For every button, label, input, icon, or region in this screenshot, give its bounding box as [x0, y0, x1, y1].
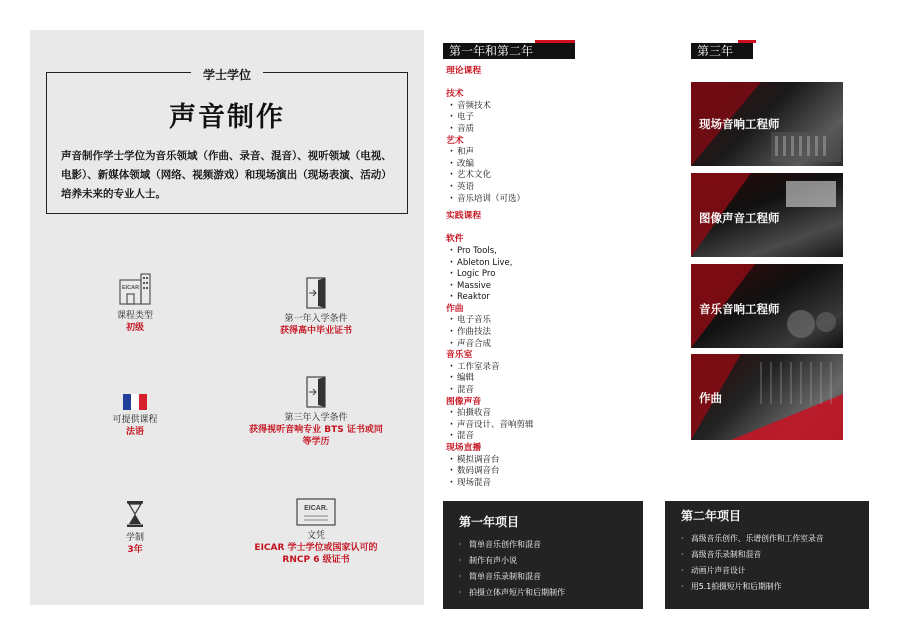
- svg-text:EICAR.: EICAR.: [304, 505, 328, 512]
- degree-overview-panel: [30, 30, 424, 605]
- list-item: · 模拟调音台: [446, 455, 666, 467]
- list-item: · Ableton Live,: [446, 258, 666, 270]
- list-item: · 简单音乐创作和混音: [459, 537, 565, 553]
- certificate-icon: [296, 498, 336, 526]
- list-item: · 英语: [446, 182, 666, 194]
- career-card-title: 图像声音工程师: [699, 211, 780, 225]
- info-value: 3年: [127, 545, 143, 555]
- info-year1-admission: [256, 277, 376, 337]
- list-item: · 数码调音台: [446, 466, 666, 478]
- list-item: · 工作室录音: [446, 362, 666, 374]
- category-title: 音乐室: [446, 350, 473, 361]
- info-language: [85, 394, 185, 438]
- door-icon: [304, 376, 328, 408]
- list-item: · 混音: [446, 385, 666, 397]
- list-item: · 编辑: [446, 373, 666, 385]
- career-card-title: 音乐音响工程师: [699, 302, 780, 316]
- degree-box: [46, 68, 408, 214]
- list-item: · 制作有声小说: [459, 553, 565, 569]
- list-item: · 拍摄收音: [446, 408, 666, 420]
- career-card-live-sound: [691, 82, 843, 166]
- career-card-title: 现场音响工程师: [699, 117, 780, 131]
- career-card-composition: [691, 354, 843, 440]
- curriculum-list: [446, 66, 666, 489]
- years12-header: 第一年和第二年: [443, 43, 575, 59]
- category-title: 作曲: [446, 303, 464, 314]
- list-item: · 作曲技法: [446, 327, 666, 339]
- list-item: · 简单音乐录制和混音: [459, 569, 565, 585]
- project-list: [459, 537, 565, 601]
- list-item: · 动画片声音设计: [681, 563, 824, 579]
- list-item: · 混音: [446, 431, 666, 443]
- career-card-image-sound: [691, 173, 843, 257]
- info-label: 课程类型: [116, 311, 153, 321]
- list-item: · 音频技术: [446, 101, 666, 113]
- info-value: 初级: [125, 323, 144, 333]
- category-title: 艺术: [446, 135, 464, 146]
- project-list: [681, 531, 824, 595]
- list-item: · 音乐培训（可选）: [446, 194, 666, 206]
- list-item: · 电子: [446, 112, 666, 124]
- list-item: · Logic Pro: [446, 269, 666, 281]
- list-item: · 高级音乐录制和混音: [681, 547, 824, 563]
- list-item: · 改编: [446, 159, 666, 171]
- building-icon: [118, 272, 152, 306]
- list-item: · 声音合成: [446, 339, 666, 351]
- info-diploma: [246, 498, 386, 566]
- project-title: 第二年项目: [681, 509, 742, 523]
- year1-projects-box: [443, 501, 643, 609]
- list-item: · 高级音乐创作、乐谱创作和工作室录音: [681, 531, 824, 547]
- degree-title: 声音制作: [169, 102, 285, 133]
- career-card-music-sound: [691, 264, 843, 348]
- info-label: 文凭: [306, 531, 325, 541]
- year3-header: 第三年: [691, 43, 753, 59]
- section-title: 理论课程: [446, 66, 482, 76]
- degree-label: 学士学位: [191, 68, 263, 82]
- list-item: · 用5.1拍摄短片和后期制作: [681, 579, 824, 595]
- svg-text:EICAR: EICAR: [121, 285, 140, 291]
- list-item: · 艺术文化: [446, 170, 666, 182]
- list-item: · Reaktor: [446, 292, 666, 304]
- info-value: 获得高中毕业证书: [279, 326, 352, 336]
- french-flag-icon: [123, 394, 147, 410]
- info-course-type: [85, 272, 185, 334]
- project-title: 第一年项目: [459, 515, 520, 529]
- door-icon: [304, 277, 328, 309]
- hourglass-icon: [126, 500, 144, 528]
- list-item: · 音质: [446, 124, 666, 136]
- info-value: EICAR 学士学位或国家认可的 RNCP 6 级证书: [254, 543, 378, 565]
- section-title: 实践课程: [446, 211, 482, 222]
- career-card-title: 作曲: [699, 391, 722, 405]
- list-item: · 现场混音: [446, 478, 666, 490]
- info-year3-admission: [246, 376, 386, 448]
- info-label: 第三年入学条件: [284, 413, 348, 423]
- list-item: · 和声: [446, 147, 666, 159]
- info-duration: [85, 500, 185, 556]
- info-value: 法语: [125, 427, 144, 437]
- category-title: 现场直播: [446, 443, 482, 453]
- category-title: 软件: [446, 234, 464, 245]
- info-label: 学制: [125, 533, 144, 543]
- year2-projects-box: [665, 501, 869, 609]
- list-item: · 拍摄立体声短片和后期制作: [459, 585, 565, 601]
- list-item: · Massive: [446, 281, 666, 293]
- list-item: · 电子音乐: [446, 315, 666, 327]
- list-item: · 声音设计、音响剪辑: [446, 420, 666, 432]
- category-title: 图像声音: [446, 396, 482, 407]
- degree-description: 声音制作学士学位为音乐领域（作曲、录音、混音）、视听领域（电视、电影）、新媒体领域（网络、视频游戏）和现场演出（现场表演、活动）培养未来的专业人士。: [61, 150, 392, 200]
- info-label: 第一年入学条件: [284, 314, 348, 324]
- list-item: · Pro Tools,: [446, 246, 666, 258]
- category-title: 技术: [446, 89, 464, 100]
- info-value: 获得视听音响专业 BTS 证书或同等学历: [249, 425, 383, 447]
- info-label: 可提供课程: [112, 415, 158, 425]
